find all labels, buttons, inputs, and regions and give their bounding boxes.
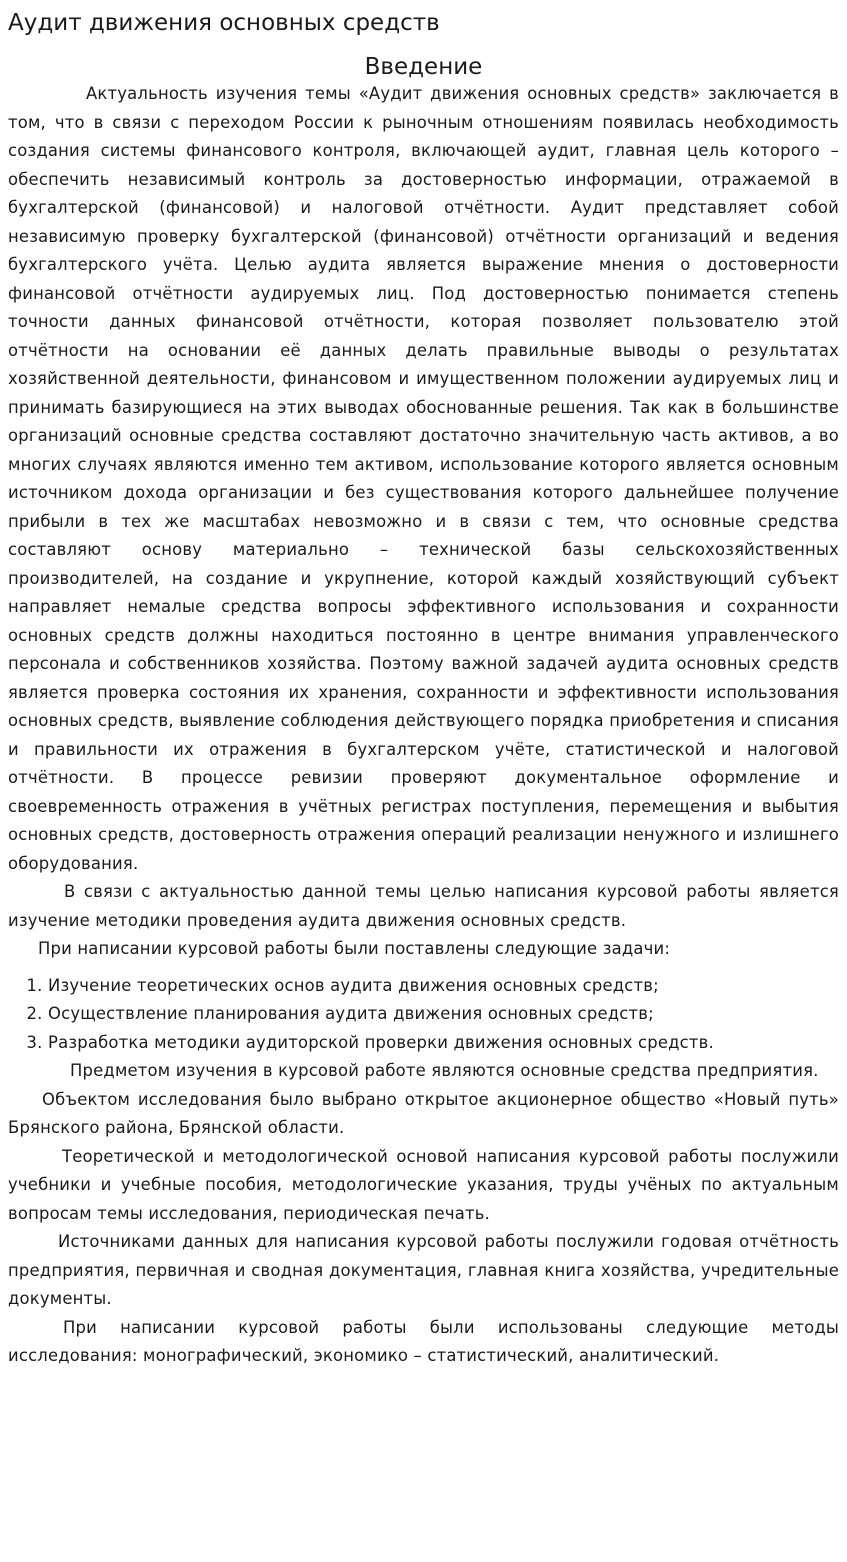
paragraph-tasks-intro: При написании курсовой работы были поставлены следующие задачи: <box>38 939 671 958</box>
paragraph-subject: Предметом изучения в курсовой работе являются основные средства предприятия. <box>70 1061 819 1080</box>
paragraph-goal: В связи с актуальностью данной темы целью написания курсовой работы является изучение методики проведения аудита движения основных средств. <box>8 882 839 930</box>
section-heading: Введение <box>364 54 483 80</box>
list-item: 1. Изучение теоретических основ аудита движения основных средств; <box>48 972 839 1001</box>
tasks-list <box>8 972 839 1058</box>
list-item: 3. Разработка методики аудиторской проверки движения основных средств. <box>48 1029 839 1058</box>
paragraph-basis: Теоретической и методологической основой написания курсовой работы послужили учебники и учебные пособия, методологические указания, труды учёных по актуальным вопросам темы исследования, периодическая печать. <box>8 1146 839 1223</box>
paragraph-sources: Источниками данных для написания курсовой работы послужили годовая отчётность предприятия, первичная и сводная документация, главная книга хозяйства, учредительные документы. <box>8 1232 839 1308</box>
list-item: 2. Осуществление планирования аудита движения основных средств; <box>48 1000 839 1029</box>
paragraph-methods: При написании курсовой работы были использованы следующие методы исследования: монографический, экономико – статистический, аналитический. <box>8 1317 839 1365</box>
document-title: Аудит движения основных средств <box>8 10 440 36</box>
paragraph-relevance: Актуальность изучения темы «Аудит движения основных средств» заключается в том, что в связи с переходом России к рыночным отношениям появилась необходимость создания системы финансового контроля, включающей аудит, главная цель которого – обеспечить независимый контроль за достоверностью информации, отражаемой в бухгалтерской (финансовой) и налоговой отчётности. Аудит представляет собой независимую проверку бухгалтерской (финансовой) отчётности организаций и ведения бухгалтерского учёта. Целью аудита является выражение мнения о достоверности финансовой отчётности аудируемых лиц. Под достоверностью понимается степень точности данных финансовой отчётности, которая позволяет пользователю этой отчётности на основании её данных делать правильные выводы о результатах хозяйственной деятельности, финансовом и имущественном положении аудируемых лиц и принимать базирующиеся на этих выводах обоснованные решения. Так как в большинстве организаций основные средства составляют достаточно значительную часть активов, а во многих случаях являются именно тем активом, использование которого является основным источником дохода организации и без существования которого дальнейшее получение прибыли в тех же масштабах невозможно и в связи с тем, что основные средства составляют основу материально – технической базы сельскохозяйственных производителей, на создание и укрупнение, которой каждый хозяйствующий субъект направляет немалые средства вопросы эффективного использования и сохранности основных средств должны находиться постоянно в центре внимания управленческого персонала и собственников хозяйства. Поэтому важной задачей аудита основных средств является проверка состояния их хранения, сохранности и эффективности использования основных средств, выявление соблюдения действующего порядка приобретения и списания и правильности их отражения в бухгалтерском учёте, статистической и налоговой отчётности. В процессе ревизии проверяют документальное оформление и своевременность отражения в учётных регистрах поступления, перемещения и выбытия основных средств, достоверность отражения операций реализации ненужного и излишнего оборудования. <box>8 84 839 873</box>
paragraph-object: Объектом исследования было выбрано открытое акционерное общество «Новый путь» Брянского района, Брянской области. <box>8 1089 839 1137</box>
